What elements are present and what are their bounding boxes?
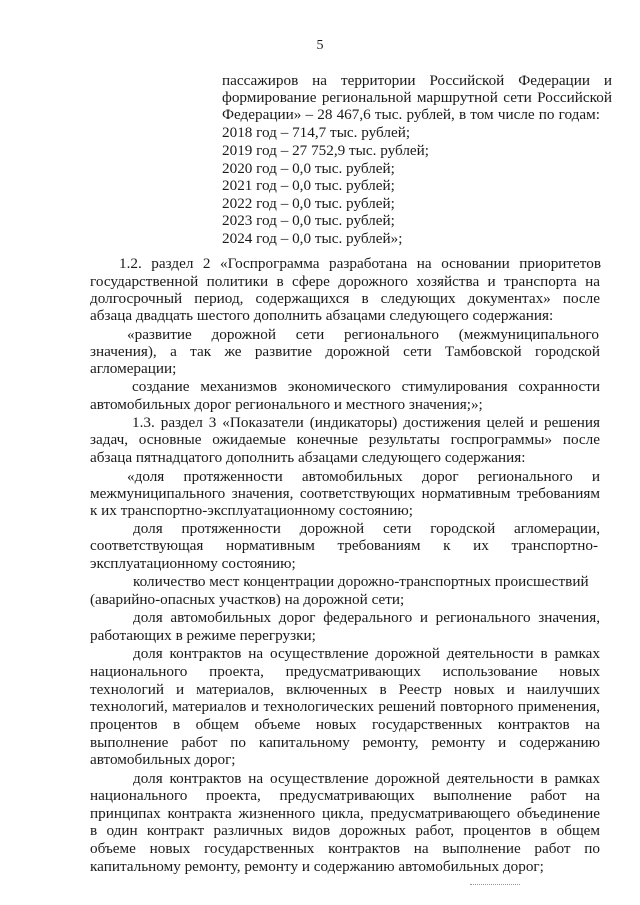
text-line: 2023 год – 0,0 тыс. рублей; [222,212,395,229]
text-line: Федерации» – 28 467,6 тыс. рублей, в том числе по годам: [222,106,600,123]
text-line: абзаца двадцать шестого дополнить абзацами следующего содержания: [90,307,554,324]
text-line: (аварийно-опасных участков) на дорожной сети; [90,591,405,608]
text-line: эксплуатационному состоянию; [90,555,296,572]
text-line: доля протяженности дорожной сети городской агломерации, [133,520,600,537]
text-line: абзаца пятнадцатого дополнить абзацами следующего содержания: [90,449,526,466]
text-line: к их транспортно-эксплуатационному состоянию; [90,502,413,519]
text-line: работающих в режиме перегрузки; [90,627,316,644]
text-line: «доля протяженности автомобильных дорог регионального и [127,468,600,485]
text-line: объеме новых государственных контрактов на выполнение работ по [90,840,600,857]
text-line: 2019 год – 27 752,9 тыс. рублей; [222,142,430,159]
text-line: 2022 год – 0,0 тыс. рублей; [222,195,395,212]
text-line: выполнение работ по капитальному ремонту, ремонту и содержанию [90,734,600,751]
text-line: долгосрочный период, содержащихся в следующих документах» после [90,290,600,307]
text-line: 1.2. раздел 2 «Госпрограмма разработана на основании приоритетов [119,255,601,272]
scan-artifact [470,884,520,887]
text-line: доля контрактов на осуществление дорожной деятельности в рамках [133,770,600,787]
text-line: национального проекта, предусматривающих выполнение работ на [90,787,600,804]
text-line: соответствующая нормативным требованиям к их транспортно- [90,537,598,554]
text-line: национального проекта, предусматривающих использование новых [90,663,600,680]
text-line: государственной политики в сфере дорожного хозяйства и транспорта на [90,273,600,290]
text-line: создание механизмов экономического стимулирования сохранности [132,378,600,395]
text-line: 2020 год – 0,0 тыс. рублей; [222,160,395,177]
text-line: 2024 год – 0,0 тыс. рублей»; [222,230,403,247]
text-line: технологий и материалов, включенных в Реестр новых и наилучших [90,681,600,698]
text-line: 2018 год – 714,7 тыс. рублей; [222,124,411,141]
text-line: межмуниципального значения, соответствующих нормативным требованиям [90,485,600,502]
text-line: количество мест концентрации дорожно-транспортных происшествий [133,573,589,590]
text-line: автомобильных дорог; [90,751,236,768]
text-line: 1.3. раздел 3 «Показатели (индикаторы) достижения целей и решения [132,414,600,431]
text-line: значения), а так же развитие дорожной сети Тамбовской городской [90,343,600,360]
text-line: задач, основные ожидаемые конечные результаты госпрограммы» после [90,431,600,448]
text-line: процентов в общем объеме новых государственных контрактов на [90,716,600,733]
text-line: технологий, материалов и технологических решений повторного применения, [90,698,600,715]
text-line: в один контракт различных видов дорожных работ, процентов в общем [90,822,600,839]
page-number: 5 [316,38,324,53]
text-line: доля автомобильных дорог федерального и регионального значения, [133,609,600,626]
text-line: «развитие дорожной сети регионального (межмуниципального [127,326,599,343]
text-line: принципах контракта жизненного цикла, предусматривающего объединение [90,805,600,822]
text-line: пассажиров на территории Российской Федерации и [222,72,612,89]
text-line: формирование региональной маршрутной сети Российской [222,89,612,106]
text-line: агломерации; [90,360,177,377]
text-line: капитальному ремонту, ремонту и содержанию автомобильных дорог; [90,858,544,875]
text-line: 2021 год – 0,0 тыс. рублей; [222,177,395,194]
text-line: доля контрактов на осуществление дорожной деятельности в рамках [133,645,600,662]
text-line: автомобильных дорог регионального и местного значения;»; [90,396,483,413]
